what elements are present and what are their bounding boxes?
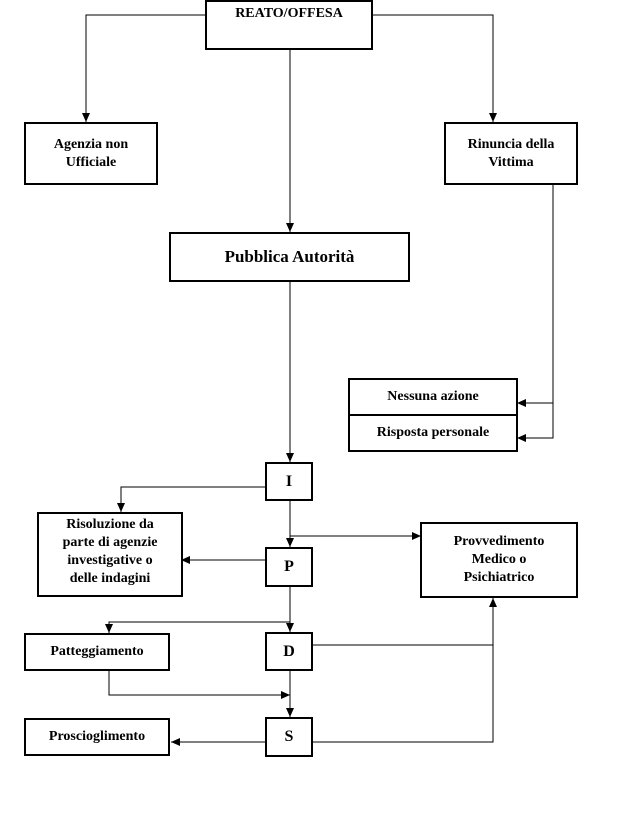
arrow-reato-to-rinuncia <box>372 15 493 122</box>
node-i: I <box>265 462 313 501</box>
arrow-rinuncia-to-risposta <box>517 403 553 438</box>
node-rinuncia-vittima: Rinuncia della Vittima <box>444 122 578 185</box>
node-pubblica-autorita: Pubblica Autorità <box>169 232 410 282</box>
node-p: P <box>265 547 313 587</box>
arrow-d-to-provvedimento <box>312 598 493 645</box>
arrow-rinuncia-to-nessuna <box>517 184 553 403</box>
node-proscioglimento: Proscioglimento <box>24 718 170 756</box>
node-s: S <box>265 717 313 757</box>
arrow-i-to-risoluzione <box>121 487 266 512</box>
node-reato-offesa: REATO/OFFESA <box>205 0 373 50</box>
node-nessuna-azione: Nessuna azione <box>348 378 518 416</box>
node-provvedimento-medico: Provvedimento Medico o Psichiatrico <box>420 522 578 598</box>
arrow-p-to-patteggiamento <box>109 622 290 633</box>
arrow-s-to-provvedimento <box>312 645 493 742</box>
node-d: D <box>265 632 313 671</box>
node-agenzia-non-ufficiale: Agenzia non Ufficiale <box>24 122 158 185</box>
node-patteggiamento: Patteggiamento <box>24 633 170 671</box>
node-risposta-personale: Risposta personale <box>348 414 518 452</box>
node-risoluzione-agenzie: Risoluzione da parte di agenzie investigative o delle indagini <box>37 512 183 597</box>
arrow-patteggiamento-to-s <box>109 670 290 695</box>
arrow-reato-to-agenzia <box>86 15 206 122</box>
